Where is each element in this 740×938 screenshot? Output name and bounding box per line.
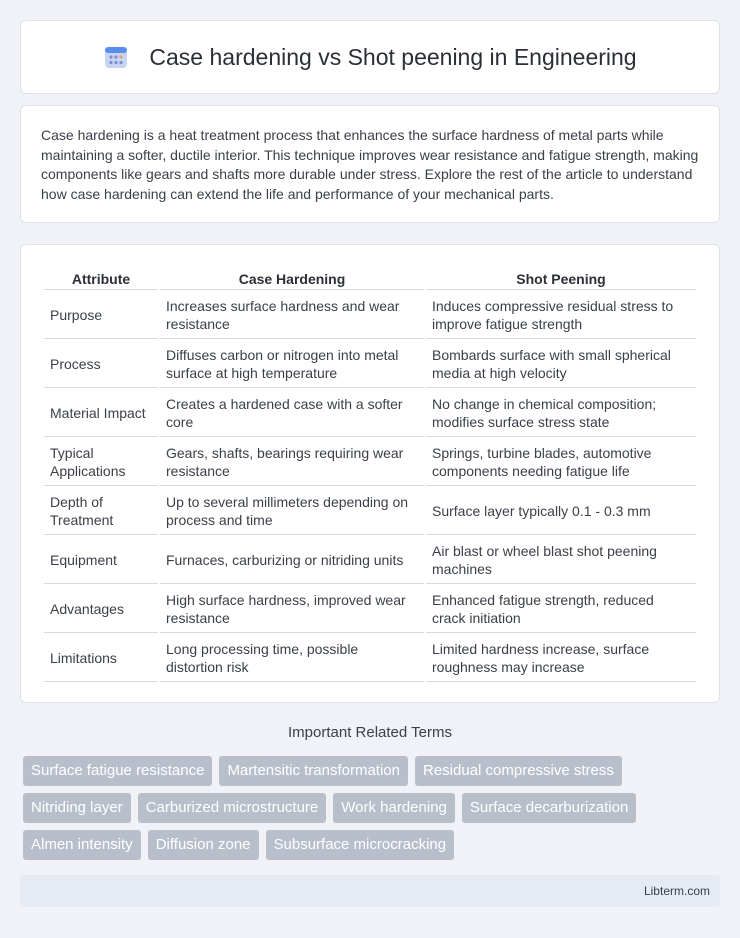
column-header-shot-peening: Shot Peening — [426, 267, 696, 290]
shot-peening-cell: Bombards surface with small spherical media at high velocity — [426, 341, 696, 388]
shot-peening-cell: Surface layer typically 0.1 - 0.3 mm — [426, 488, 696, 535]
shot-peening-cell: Limited hardness increase, surface roughness may increase — [426, 635, 696, 682]
attribute-cell: Process — [44, 341, 158, 388]
footer — [20, 875, 720, 907]
related-term-tag[interactable]: Surface fatigue resistance — [23, 756, 212, 786]
case-hardening-cell: Furnaces, carburizing or nitriding units — [160, 537, 424, 584]
case-hardening-cell: High surface hardness, improved wear resistance — [160, 586, 424, 633]
related-term-tag[interactable]: Surface decarburization — [462, 793, 636, 823]
shot-peening-cell: Air blast or wheel blast shot peening machines — [426, 537, 696, 584]
table-row — [44, 586, 696, 633]
attribute-cell: Purpose — [44, 292, 158, 339]
table-row — [44, 341, 696, 388]
attribute-cell: Material Impact — [44, 390, 158, 437]
related-terms-heading: Important Related Terms — [288, 724, 452, 741]
comparison-table-card — [20, 244, 720, 703]
table-header-row — [44, 267, 696, 290]
case-hardening-cell: Long processing time, possible distortion risk — [160, 635, 424, 682]
related-term-tag[interactable]: Nitriding layer — [23, 793, 131, 823]
column-header-case-hardening: Case Hardening — [160, 267, 424, 290]
related-term-tag[interactable]: Work hardening — [333, 793, 455, 823]
shot-peening-cell: Induces compressive residual stress to improve fatigue strength — [426, 292, 696, 339]
intro-card — [20, 105, 720, 223]
related-term-tag[interactable]: Subsurface microcracking — [266, 830, 455, 860]
shot-peening-cell: Enhanced fatigue strength, reduced crack initiation — [426, 586, 696, 633]
title-card — [20, 20, 720, 94]
table-row — [44, 635, 696, 682]
related-term-tag[interactable]: Diffusion zone — [148, 830, 259, 860]
column-header-attribute: Attribute — [44, 267, 158, 290]
page-title: Case hardening vs Shot peening in Engineering — [149, 43, 637, 70]
table-row — [44, 292, 696, 339]
case-hardening-cell: Diffuses carbon or nitrogen into metal surface at high temperature — [160, 341, 424, 388]
related-term-tag[interactable]: Carburized microstructure — [138, 793, 327, 823]
attribute-cell: Depth of Treatment — [44, 488, 158, 535]
shot-peening-cell: No change in chemical composition; modifies surface stress state — [426, 390, 696, 437]
case-hardening-cell: Increases surface hardness and wear resistance — [160, 292, 424, 339]
table-row — [44, 439, 696, 486]
related-term-tag[interactable]: Residual compressive stress — [415, 756, 622, 786]
shot-peening-cell: Springs, turbine blades, automotive components needing fatigue life — [426, 439, 696, 486]
related-term-tag[interactable]: Martensitic transformation — [219, 756, 408, 786]
calendar-grid-icon — [103, 44, 129, 70]
attribute-cell: Equipment — [44, 537, 158, 584]
case-hardening-cell: Up to several millimeters depending on process and time — [160, 488, 424, 535]
related-term-tag[interactable]: Almen intensity — [23, 830, 141, 860]
attribute-cell: Typical Applications — [44, 439, 158, 486]
intro-paragraph: Case hardening is a heat treatment process that enhances the surface hardness of metal parts while maintaining a softer, ductile interior. This technique improves wear resistance and fatigue strength, making components like gears and shafts more durable under stress. Explore the rest of the article to understand how case hardening can extend the life and performance of your mechanical parts. — [41, 127, 699, 202]
table-row — [44, 488, 696, 535]
attribute-cell: Advantages — [44, 586, 158, 633]
table-row — [44, 537, 696, 584]
related-terms-list — [23, 756, 723, 867]
attribute-cell: Limitations — [44, 635, 158, 682]
case-hardening-cell: Gears, shafts, bearings requiring wear resistance — [160, 439, 424, 486]
case-hardening-cell: Creates a hardened case with a softer core — [160, 390, 424, 437]
footer-brand-link[interactable]: Libterm.com — [643, 884, 710, 898]
comparison-table — [42, 265, 698, 684]
table-row — [44, 390, 696, 437]
